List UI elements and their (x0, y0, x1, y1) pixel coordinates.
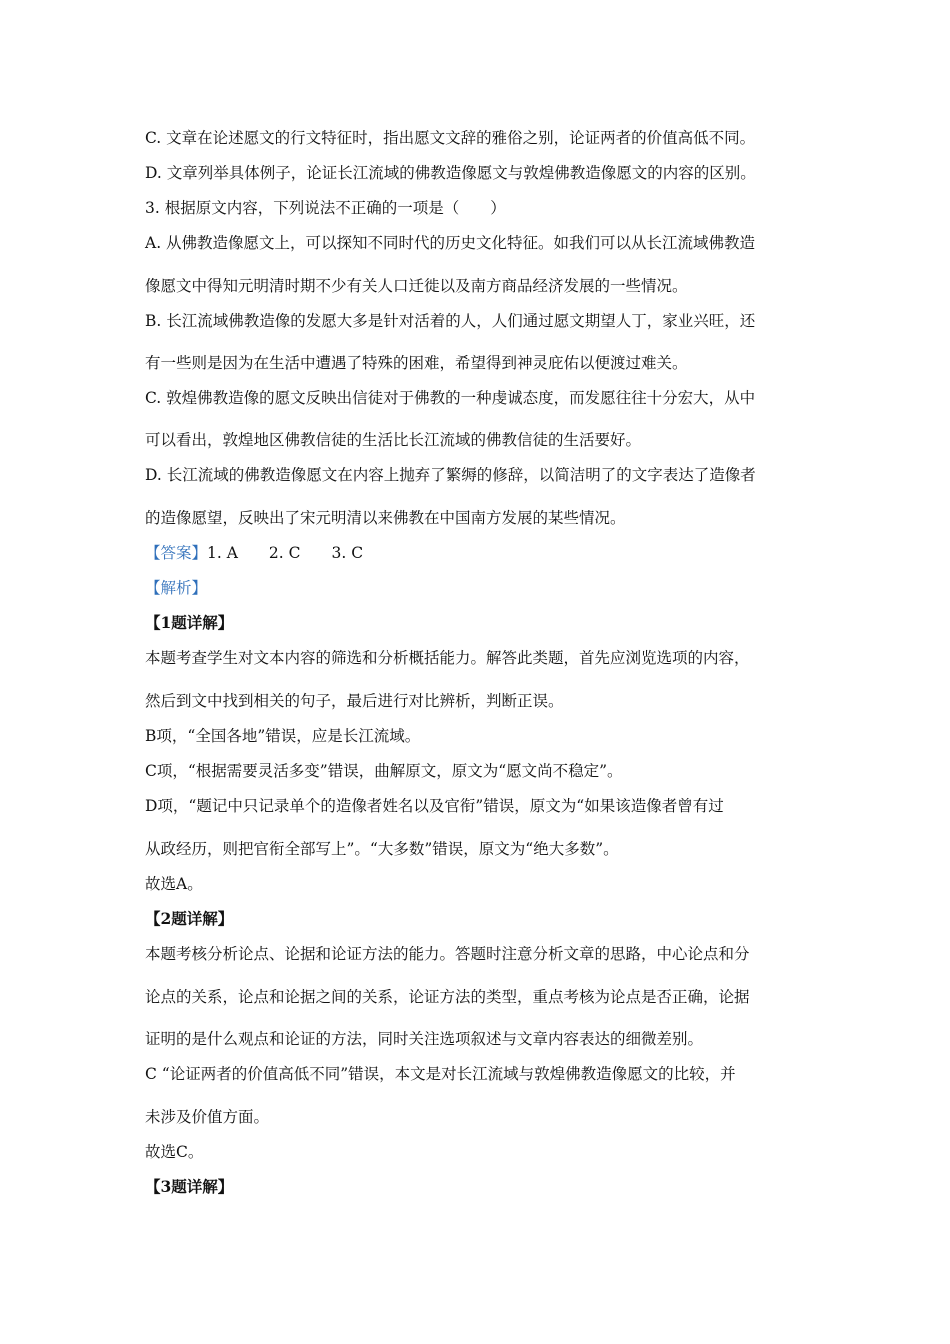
answer-label: 【答案】 (145, 544, 208, 562)
option-b-q3-line2: 有一些则是因为在生活中遭遇了特殊的困难，希望得到神灵庇佑以便渡过难关。 (145, 354, 688, 372)
q2-detail-text: 未涉及价值方面。 (145, 1108, 270, 1126)
q2-detail-text: 证明的是什么观点和论证的方法，同时关注选项叙述与文章内容表达的细微差别。 (145, 1030, 704, 1048)
q1-detail-text: B项，“全国各地”错误，应是长江流域。 (145, 727, 421, 745)
q1-detail-text: C项，“根据需要灵活多变”错误，曲解原文，原文为“愿文尚不稳定”。 (145, 762, 623, 780)
q1-detail-heading: 【1题详解】 (145, 613, 234, 632)
analysis-label: 【解析】 (145, 579, 208, 597)
option-a-q3-line1: A. 从佛教造像愿文上，可以探知不同时代的历史文化特征。如我们可以从长江流域佛教造 (145, 234, 756, 252)
option-c-q2: C. 文章在论述愿文的行文特征时，指出愿文文辞的雅俗之别，论证两者的价值高低不同。 (145, 129, 756, 147)
answer-line (145, 543, 363, 563)
q2-detail-heading: 【2题详解】 (145, 909, 234, 928)
question-3-stem: 3. 根据原文内容，下列说法不正确的一项是（ ） (145, 199, 506, 217)
q2-conclusion: 故选C。 (145, 1143, 204, 1161)
answer-text: 1. A 2. C 3. C (207, 544, 364, 562)
q1-detail-text: D项，“题记中只记录单个的造像者姓名以及官衔”错误，原文为“如果该造像者曾有过 (145, 797, 724, 815)
q2-detail-text: C “论证两者的价值高低不同”错误，本文是对长江流域与敦煌佛教造像愿文的比较，并 (145, 1065, 736, 1083)
q1-detail-text: 然后到文中找到相关的句子，最后进行对比辨析，判断正误。 (145, 692, 564, 710)
option-c-q3-line2: 可以看出，敦煌地区佛教信徒的生活比长江流域的佛教信徒的生活要好。 (145, 431, 642, 449)
option-c-q3-line1: C. 敦煌佛教造像的愿文反映出信徒对于佛教的一种虔诚态度，而发愿往往十分宏大，从中 (145, 389, 756, 407)
q1-conclusion: 故选A。 (145, 875, 203, 893)
q2-detail-text: 论点的关系，论点和论据之间的关系，论证方法的类型，重点考核为论点是否正确，论据 (145, 988, 750, 1006)
q1-detail-text: 本题考查学生对文本内容的筛选和分析概括能力。解答此类题，首先应浏览选项的内容， (145, 649, 750, 667)
option-a-q3-line2: 像愿文中得知元明清时期不少有关人口迁徙以及南方商品经济发展的一些情况。 (145, 277, 688, 295)
q2-detail-text: 本题考核分析论点、论据和论证方法的能力。答题时注意分析文章的思路，中心论点和分 (145, 945, 750, 963)
option-d-q3-line1: D. 长江流域的佛教造像愿文在内容上抛弃了繁缛的修辞，以简洁明了的文字表达了造像者 (145, 466, 756, 484)
option-d-q2: D. 文章列举具体例子，论证长江流域的佛教造像愿文与敦煌佛教造像愿文的内容的区别。 (145, 164, 756, 182)
q3-detail-heading: 【3题详解】 (145, 1177, 234, 1196)
option-d-q3-line2: 的造像愿望，反映出了宋元明清以来佛教在中国南方发展的某些情况。 (145, 509, 626, 527)
q1-detail-text: 从政经历，则把官衔全部写上”。“大多数”错误，原文为“绝大多数”。 (145, 840, 619, 858)
option-b-q3-line1: B. 长江流域佛教造像的发愿大多是针对活着的人，人们通过愿文期望人丁，家业兴旺，还 (145, 312, 756, 330)
